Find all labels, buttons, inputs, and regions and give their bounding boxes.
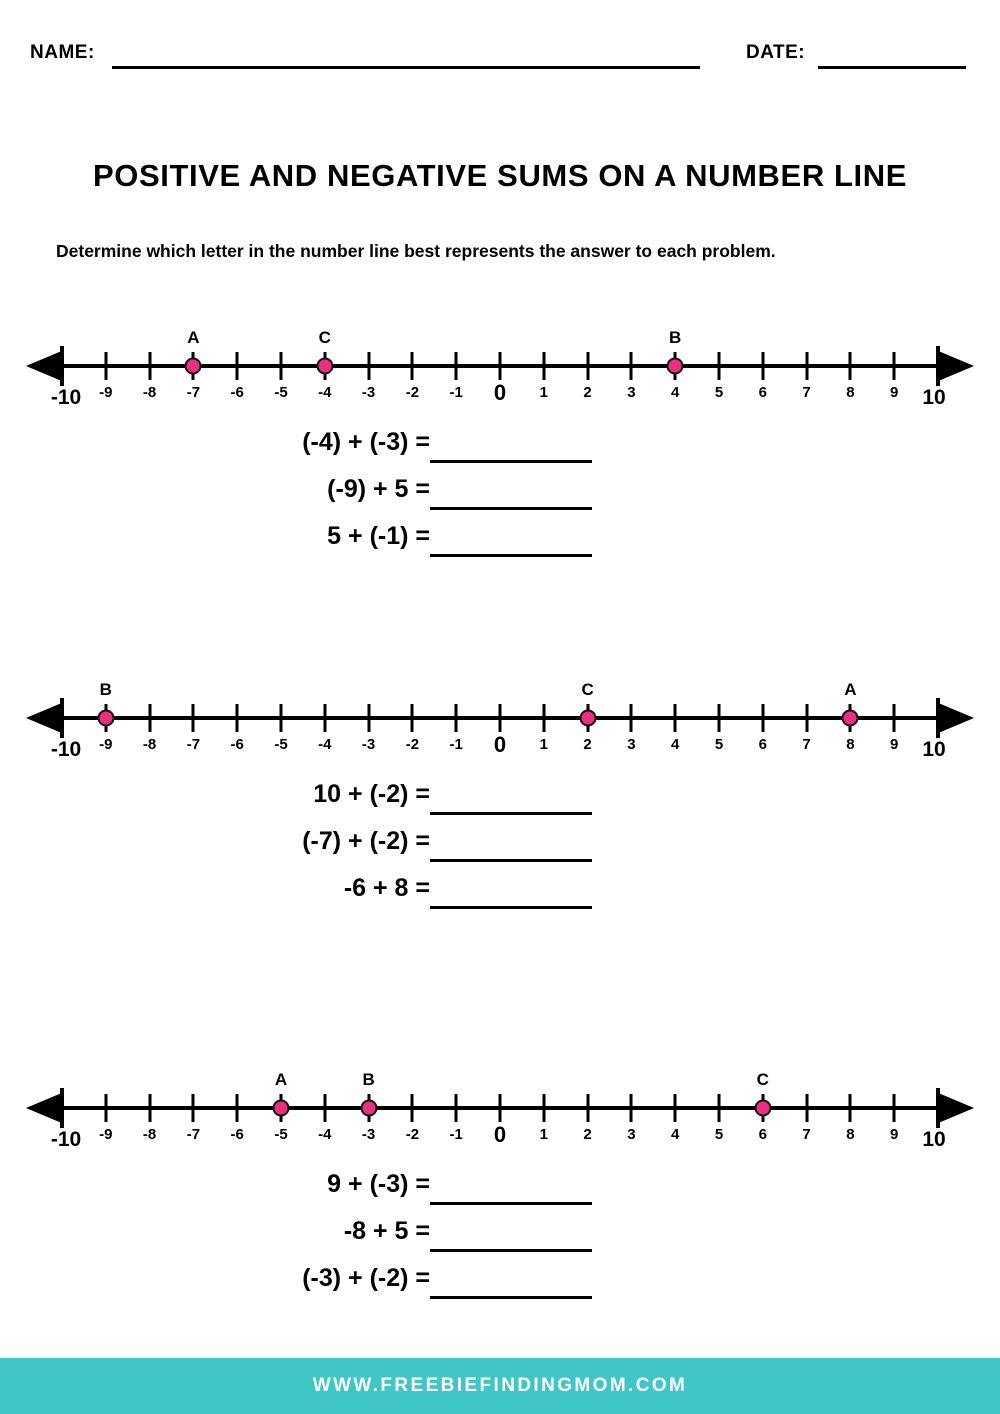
tick-label--8: -8: [142, 384, 157, 401]
tick-label--2: -2: [405, 1126, 420, 1143]
tick-label--1: -1: [449, 736, 463, 753]
answer-blank[interactable]: [430, 906, 592, 909]
tick-label-7: 7: [802, 384, 811, 401]
tick-label--7: -7: [186, 384, 201, 401]
tick--2: [411, 352, 414, 380]
tick-label-1: 1: [539, 1126, 548, 1143]
tick--1: [455, 352, 458, 380]
tick-label-8: 8: [846, 1126, 855, 1143]
tick-label-4: 4: [671, 1126, 680, 1143]
tick-label--4: -4: [318, 384, 332, 401]
tick-7: [805, 352, 808, 380]
point-label-a: A: [274, 1070, 288, 1089]
tick-label-9: 9: [890, 736, 899, 753]
tick-3: [630, 1094, 633, 1122]
tick--4: [323, 704, 326, 732]
tick--1: [455, 1094, 458, 1122]
name-label: NAME:: [30, 42, 95, 63]
tick-5: [718, 704, 721, 732]
tick-label-2: 2: [583, 736, 592, 753]
tick-label-0: 0: [493, 380, 507, 405]
problem-row: [0, 1166, 1000, 1213]
tick--4: [323, 1094, 326, 1122]
point-marker-b: [360, 1100, 377, 1117]
answer-blank[interactable]: [430, 554, 592, 557]
problem-expression: (-9) + 5 =: [327, 475, 430, 503]
tick-1: [542, 352, 545, 380]
tick-label-5: 5: [714, 736, 724, 753]
tick-label--3: -3: [361, 384, 376, 401]
problem-expression: (-3) + (-2) =: [302, 1264, 430, 1292]
point-label-b: B: [362, 1070, 375, 1089]
tick-9: [893, 352, 896, 380]
tick--2: [411, 704, 414, 732]
point-label-b: B: [669, 328, 682, 347]
tick-9: [893, 704, 896, 732]
tick--8: [148, 1094, 151, 1122]
point-marker-b: [97, 710, 114, 727]
tick-3: [630, 704, 633, 732]
point-label-b: B: [99, 680, 112, 699]
answer-blank[interactable]: [430, 507, 592, 510]
problem-row: [0, 1260, 1000, 1307]
tick-label--4: -4: [318, 736, 332, 753]
date-label: DATE:: [746, 42, 806, 63]
tick-2: [586, 352, 589, 380]
tick-label-6: 6: [758, 384, 767, 401]
point-marker-c: [754, 1100, 771, 1117]
arrow-right-icon: [936, 350, 974, 382]
tick-label--1: -1: [449, 1126, 463, 1143]
tick-label--5: -5: [274, 384, 288, 401]
point-marker-b: [667, 358, 684, 375]
name-write-line[interactable]: [112, 66, 700, 69]
tick-label--6: -6: [230, 736, 244, 753]
tick-label-4: 4: [671, 384, 680, 401]
answer-blank[interactable]: [430, 812, 592, 815]
problem-expression: (-4) + (-3) =: [302, 428, 430, 456]
problem-list-1: [0, 424, 1000, 565]
problem-expression: 10 + (-2) =: [313, 780, 430, 808]
tick--1: [455, 704, 458, 732]
tick--10: [60, 1088, 64, 1128]
tick-label--8: -8: [142, 1126, 157, 1143]
tick-label--4: -4: [318, 1126, 332, 1143]
tick-label--9: -9: [99, 384, 113, 401]
tick-label-2: 2: [583, 1126, 592, 1143]
tick-label-6: 6: [758, 736, 767, 753]
tick-label-3: 3: [627, 736, 636, 753]
problem-list-3: [0, 1166, 1000, 1307]
arrow-left-icon: [26, 350, 64, 382]
point-label-c: C: [756, 1070, 769, 1089]
tick-label--10: -10: [50, 386, 82, 409]
tick--8: [148, 352, 151, 380]
tick-10: [936, 698, 940, 738]
tick-label-1: 1: [539, 736, 548, 753]
point-marker-a: [273, 1100, 290, 1117]
tick-label-0: 0: [493, 732, 507, 757]
tick-label-9: 9: [890, 1126, 899, 1143]
tick-label-10: 10: [922, 1128, 946, 1151]
tick-label-7: 7: [802, 1126, 811, 1143]
tick-label-5: 5: [714, 1126, 724, 1143]
tick-5: [718, 1094, 721, 1122]
number-line-graphic: [0, 672, 1000, 760]
tick-label-5: 5: [714, 384, 724, 401]
tick-8: [849, 352, 852, 380]
tick--10: [60, 698, 64, 738]
problem-expression: (-7) + (-2) =: [302, 827, 430, 855]
point-label-a: A: [187, 328, 200, 347]
arrow-right-icon: [936, 702, 974, 734]
arrow-right-icon: [936, 1092, 974, 1124]
point-marker-a: [842, 710, 859, 727]
problem-row: [0, 776, 1000, 823]
number-line-2: [0, 672, 1000, 760]
footer-url: WWW.FREEBIEFINDINGMOM.COM: [312, 1375, 688, 1396]
tick-4: [674, 704, 677, 732]
point-label-c: C: [581, 680, 594, 699]
tick-label-8: 8: [846, 384, 855, 401]
tick-7: [805, 704, 808, 732]
tick-label--2: -2: [405, 736, 420, 753]
problem-row: [0, 518, 1000, 565]
tick--7: [192, 704, 195, 732]
tick--9: [104, 352, 107, 380]
tick--3: [367, 352, 370, 380]
tick--10: [60, 346, 64, 386]
number-line-1: [0, 320, 1000, 408]
tick-label-3: 3: [627, 1126, 636, 1143]
tick--8: [148, 704, 151, 732]
point-marker-c: [579, 710, 596, 727]
tick--6: [236, 1094, 239, 1122]
worksheet-header: [0, 42, 1000, 82]
problem-expression: -8 + 5 =: [343, 1217, 430, 1245]
tick-label--10: -10: [50, 738, 82, 761]
arrow-left-icon: [26, 702, 64, 734]
tick--6: [236, 352, 239, 380]
answer-blank[interactable]: [430, 1202, 592, 1205]
answer-blank[interactable]: [430, 1249, 592, 1252]
tick-label--6: -6: [230, 384, 244, 401]
tick-label-8: 8: [846, 736, 855, 753]
problem-expression: -6 + 8 =: [343, 874, 430, 902]
tick--6: [236, 704, 239, 732]
tick-0: [499, 1094, 502, 1122]
tick-8: [849, 1094, 852, 1122]
tick-2: [586, 1094, 589, 1122]
tick-label--3: -3: [361, 1126, 376, 1143]
point-label-a: A: [844, 680, 857, 699]
number-line-graphic: [0, 1062, 1000, 1150]
tick-label--2: -2: [405, 384, 420, 401]
tick-label--10: -10: [50, 1128, 82, 1151]
tick-1: [542, 704, 545, 732]
tick-label--5: -5: [274, 736, 288, 753]
tick-label--1: -1: [449, 384, 463, 401]
tick-label--3: -3: [361, 736, 376, 753]
tick-label-10: 10: [922, 386, 946, 409]
tick--7: [192, 1094, 195, 1122]
tick-label--8: -8: [142, 736, 157, 753]
tick--2: [411, 1094, 414, 1122]
problem-row: [0, 424, 1000, 471]
point-marker-c: [316, 358, 333, 375]
tick-label-3: 3: [627, 384, 636, 401]
tick-label--7: -7: [186, 736, 201, 753]
problem-expression: 5 + (-1) =: [327, 522, 430, 550]
tick-label-7: 7: [802, 736, 811, 753]
tick-1: [542, 1094, 545, 1122]
tick-label-0: 0: [493, 1122, 507, 1147]
problem-row: [0, 823, 1000, 870]
page-title: POSITIVE AND NEGATIVE SUMS ON A NUMBER LINE: [92, 158, 908, 193]
tick-label-6: 6: [758, 1126, 767, 1143]
tick-label-10: 10: [922, 738, 946, 761]
number-line-graphic: [0, 320, 1000, 408]
footer-bar: [0, 1358, 1000, 1414]
tick-4: [674, 1094, 677, 1122]
tick-0: [499, 704, 502, 732]
number-line-3: [0, 1062, 1000, 1150]
tick--3: [367, 704, 370, 732]
tick-label--6: -6: [230, 1126, 244, 1143]
tick-label-1: 1: [539, 384, 548, 401]
point-marker-a: [185, 358, 202, 375]
tick-6: [761, 352, 764, 380]
date-write-line[interactable]: [818, 66, 966, 69]
problem-list-2: [0, 776, 1000, 917]
tick-label--7: -7: [186, 1126, 201, 1143]
tick-label--9: -9: [99, 736, 113, 753]
tick-label-2: 2: [583, 384, 592, 401]
arrow-left-icon: [26, 1092, 64, 1124]
tick-label-9: 9: [890, 384, 899, 401]
answer-blank[interactable]: [430, 1296, 592, 1299]
instructions-text: Determine which letter in the number line best represents the answer to each problem.: [56, 241, 776, 261]
tick-0: [499, 352, 502, 380]
tick-label--9: -9: [99, 1126, 113, 1143]
problem-row: [0, 471, 1000, 518]
tick-6: [761, 704, 764, 732]
tick-label-4: 4: [671, 736, 680, 753]
problem-row: [0, 870, 1000, 917]
tick-9: [893, 1094, 896, 1122]
tick-10: [936, 1088, 940, 1128]
tick-5: [718, 352, 721, 380]
tick-3: [630, 352, 633, 380]
tick--5: [280, 352, 283, 380]
tick-label--5: -5: [274, 1126, 288, 1143]
tick-10: [936, 346, 940, 386]
answer-blank[interactable]: [430, 859, 592, 862]
tick--5: [280, 704, 283, 732]
problem-expression: 9 + (-3) =: [327, 1170, 430, 1198]
problem-row: [0, 1213, 1000, 1260]
answer-blank[interactable]: [430, 460, 592, 463]
tick--9: [104, 1094, 107, 1122]
tick-7: [805, 1094, 808, 1122]
point-label-c: C: [318, 328, 331, 347]
